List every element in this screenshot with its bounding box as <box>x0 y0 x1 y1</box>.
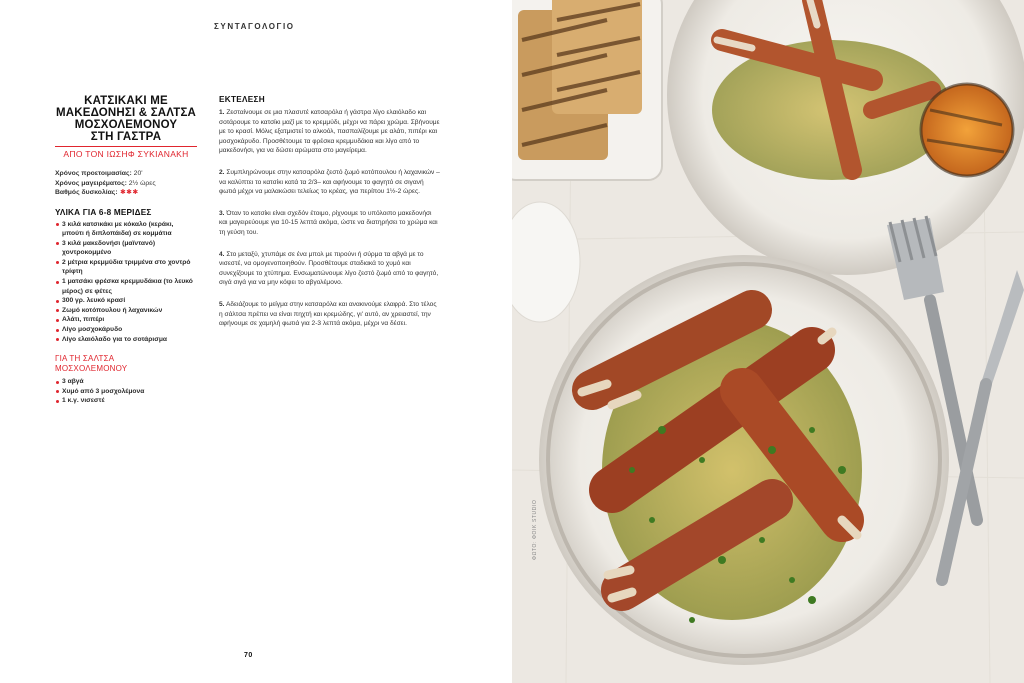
recipe-title-line: ΚΑΤΣΙΚΑΚΙ ΜΕ <box>84 95 168 107</box>
recipe-author: ΑΠΟ ΤΟΝ ΙΩΣΗΦ ΣΥΚΙΑΝΑΚΗ <box>55 146 197 159</box>
step-number: 4. <box>219 250 225 258</box>
recipe-title-line: ΜΑΚΕΔΟΝΗΣΙ & ΣΑΛΤΣΑ <box>55 107 197 119</box>
sauce-ingredient-item: Χυμό από 3 μοσχολέμονα <box>55 387 197 397</box>
cook-time <box>55 179 197 189</box>
method-step <box>219 209 441 238</box>
method-step <box>219 108 441 156</box>
ingredient-item: 2 μέτρια κρεμμύδια τριμμένα στο χοντρό τρίφτη <box>55 258 197 277</box>
sauce-heading-line: ΓΙΑ ΤΗ ΣΑΛΤΣΑ <box>55 354 115 364</box>
method-step <box>219 168 441 197</box>
food-photo-illustration <box>512 0 1024 683</box>
step-number: 2. <box>219 168 225 176</box>
prep-time-value: 20' <box>131 170 143 177</box>
ingredients-heading: ΥΛΙΚΑ ΓΙΑ 6-8 ΜΕΡΙΔΕΣ <box>55 207 152 217</box>
prep-time <box>55 169 197 179</box>
step-text: Συμπληρώνουμε στην κατσαρόλα ζεστό ζωμό κοτόπουλου ή λαχανικών –να καλύπτει το κατσίκι κατά τα 2/3– και αφήνουμε το φαγητό σε σιγανή φωτιά μέχρι να μαλακώσει τελείως το κρέας, για περίπου 1½-2 ώρες. <box>219 168 440 196</box>
ingredient-item: Λίγο μοσχοκάρυδο <box>55 325 197 335</box>
photo-credit: ΦΩΤΟ: ΦΟΙΚ STUDIO <box>532 499 538 560</box>
step-number: 5. <box>219 300 225 308</box>
ingredient-item: 3 κιλά κατσικάκι με κόκαλο (κεράκι, μπούτι ή διπλοπάιδα) σε κομμάτια <box>55 220 197 239</box>
method-column <box>219 95 441 341</box>
page-number: 70 <box>244 652 253 659</box>
recipe-meta <box>55 169 197 198</box>
ingredient-item: 300 γρ. λευκό κρασί <box>55 296 197 306</box>
step-text: Αδειάζουμε το μείγμα στην κατσαρόλα και ανακινούμε ελαφρά. Στο τέλος η σάλτσα πρέπει να είναι πηχτή και κρεμώδης, γι' αυτό, αν χρειαστεί, την αφήνουμε σε χαμηλή φωτιά για 2-3 λεπτά ακόμα, μέχρι να δέσει. <box>219 300 437 328</box>
step-text: Ζεσταίνουμε σε μια πλασυτέ κατσαρόλα ή γάστρα λίγο ελαιόλαδο και σοτάρουμε το κατσίκι μαζί με το κρεμμύδι, μέχρι να πάρει χρώμα. Σβήνουμε με το κρασί. Μόλις εξατμιστεί το αλκοόλ, πασπαλίζουμε με αλάτι, πιπέρι και μοσχοκάρυδο. Προσθέτουμε τα φρέσκα κρεμμυδάκια και λίγο από το μακεδονήσι, για να δώσει αρώματα στο μαγείρεμα. <box>219 109 440 155</box>
ingredient-item: Λίγο ελαιόλαδο για το σοτάρισμα <box>55 335 197 345</box>
step-text: Όταν το κατσίκι είναι σχεδόν έτοιμο, ρίχνουμε το υπόλοιπο μακεδονήσι και μαγειρεύουμε για 10-15 λεπτά ακόμα, ώστε να διατηρήσει το χρώμα και τη γεύση του. <box>219 209 438 236</box>
method-step <box>219 250 441 288</box>
sauce-ingredient-item: 1 κ.γ. νισεστέ <box>55 396 197 406</box>
recipe-title-line: ΣΤΗ ΓΑΣΤΡΑ <box>90 131 162 143</box>
difficulty <box>55 188 197 198</box>
step-number: 3. <box>219 209 225 217</box>
method-step <box>219 300 441 329</box>
recipe-title-line: ΜΟΣΧΟΛΕΜΟΝΟΥ <box>74 119 178 131</box>
bread-tray <box>512 0 662 180</box>
ingredient-item: Αλάτι, πιπέρι <box>55 315 197 325</box>
food-photo <box>512 0 1024 683</box>
ingredient-item: Ζωμό κοτόπουλου ή λαχανικών <box>55 306 197 316</box>
section-header: ΣΥΝΤΑΓΟΛΟΓΙΟ <box>214 22 295 31</box>
main-plate <box>539 255 949 665</box>
sauce-ingredient-item: 3 αβγά <box>55 377 197 387</box>
step-number: 1. <box>219 109 225 116</box>
prep-time-label: Χρόνος προετοιμασίας: <box>55 170 132 177</box>
ingredient-item: 3 κιλά μακεδονήσι (μαϊντανό) χοντροκομμένο <box>55 239 197 258</box>
difficulty-label: Βαθμός δυσκολίας: <box>55 189 118 196</box>
method-heading: ΕΚΤΕΛΕΣΗ <box>219 95 265 104</box>
cook-time-label: Χρόνος μαγειρέματος: <box>55 179 127 187</box>
ingredients-list <box>55 220 197 345</box>
cook-time-value: 2½ ώρες <box>126 179 156 187</box>
recipe-title <box>55 95 197 143</box>
sauce-heading-line: ΜΟΣΧΟΛΕΜΟΝΟΥ <box>55 364 128 374</box>
ingredient-item: 1 ματσάκι φρέσκα κρεμμυδάκια (το λευκό μέρος) σε φέτες <box>55 277 197 296</box>
step-text: Στο μεταξύ, χτυπάμε σε ένα μπολ με πιρούνι ή σύρμα τα αβγά με το νισεστέ, να ομογενοποιηθούν. Προσθέτουμε σταδιακά το χυμό και συνεχίζουμε το χτύπημα. Ενσωματώνουμε λίγο ζεστό ζωμό από το φαγητό, σιγά σιγά για να μην κόψει το αβγολέμονο. <box>219 250 439 287</box>
sauce-heading <box>55 354 197 374</box>
difficulty-stars: ✱✱✱ <box>117 189 139 196</box>
sauce-ingredients-list <box>55 377 197 406</box>
recipe-info-column <box>55 95 197 406</box>
